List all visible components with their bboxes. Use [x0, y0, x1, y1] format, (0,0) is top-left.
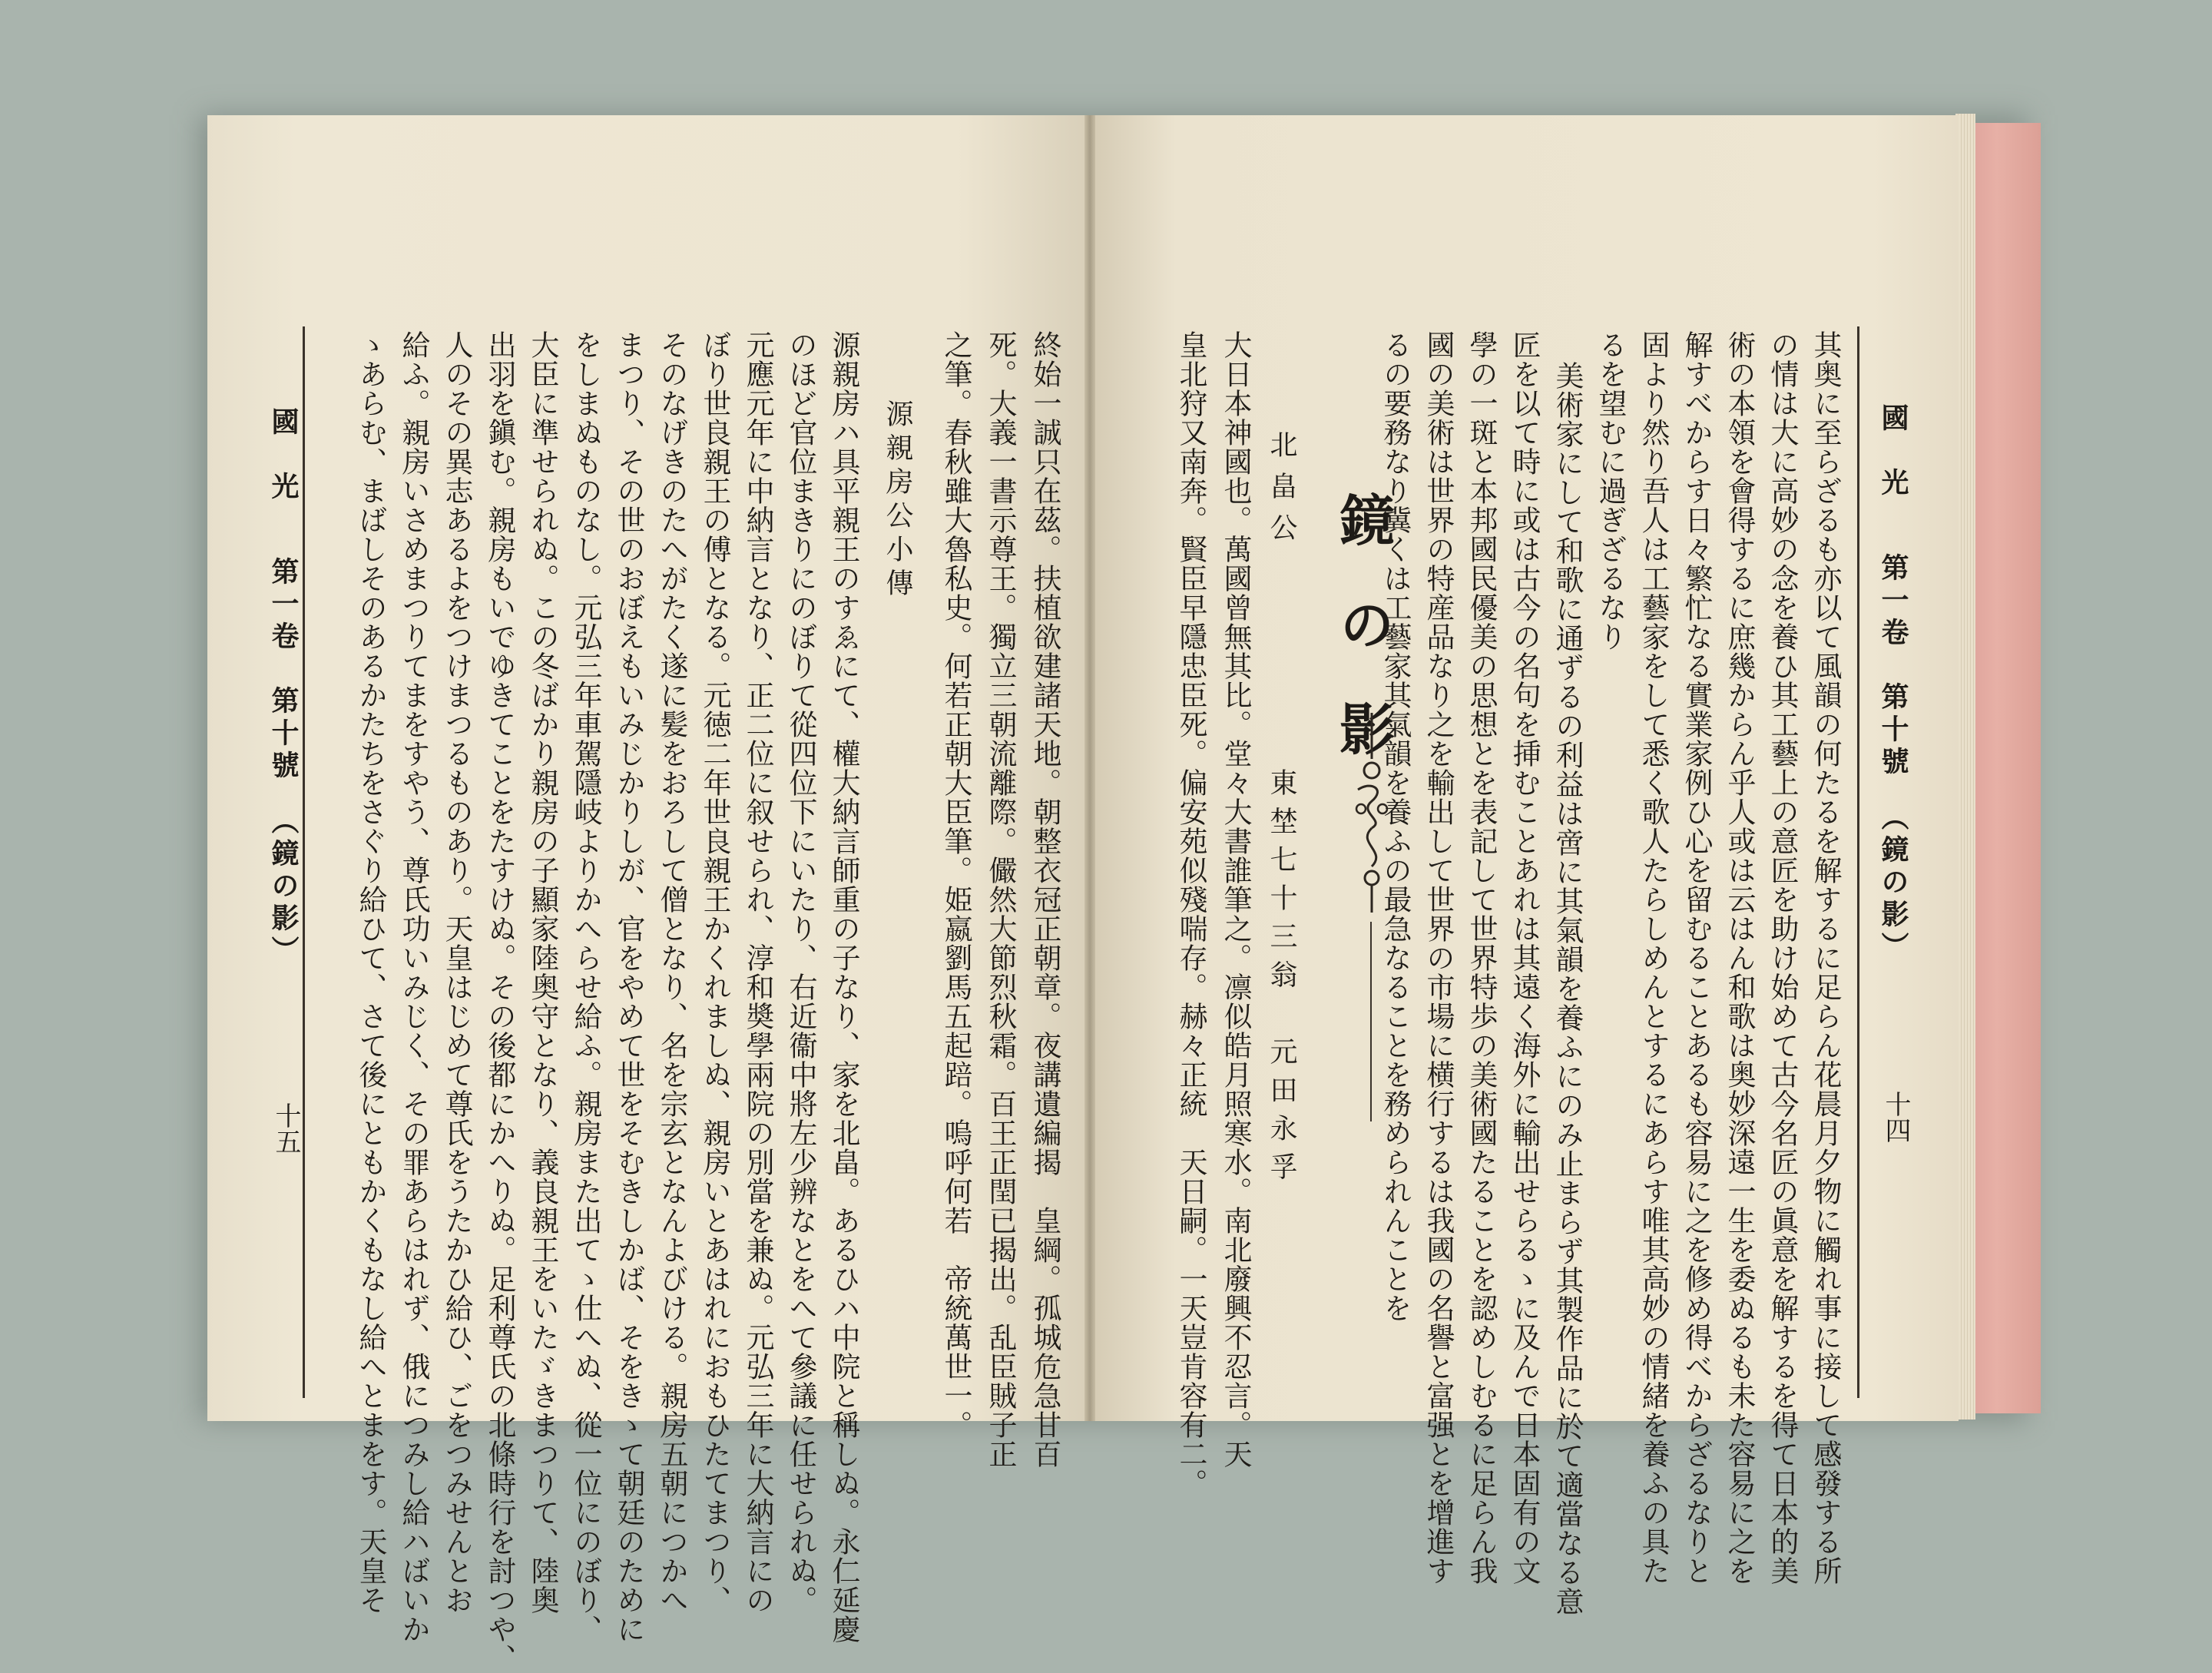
- text-column: ぼり世良親王の傅となる。元徳二年世良親王かくれましぬ、親房いとあはれにおもひたてまつり、: [698, 330, 731, 1615]
- running-header-magazine-right: 國 光: [1877, 403, 1909, 500]
- page-number-left: 十五: [270, 1102, 301, 1155]
- text-column: 元應元年に中納言となり、正二位に叙せられ、淳和奬學兩院の別當を兼ぬ。元弘三年に大納言にの: [741, 330, 774, 1615]
- text-column: 學の一斑と本邦國民優美の思想とを表記して世界特歩の美術國たることを認めしむるに足らん我: [1465, 330, 1498, 1585]
- text-column: のほど官位まきりにのぼりて從四位下にいたり、右近衞中將左少辨なとをへて參議に任せられぬ。: [784, 330, 817, 1615]
- poem-line: 皇北狩又南奔。賢臣早隱忠臣死。偏安苑似殘喘存。赫々正統 天日嗣。一天豈肯容有二。: [1174, 330, 1207, 1498]
- text-column: 解すべからす日々繁忙なる實業家例ひ心を留むることあるも容易に之を修め得べからざるなりと: [1680, 330, 1713, 1585]
- running-header-magazine-left: 國 光: [267, 407, 300, 504]
- text-column: 固より然り吾人は工藝家をして悉く歌人たらしめんとするにあらす唯其高妙の情緒を養ふの具た: [1637, 330, 1670, 1585]
- text-column: ゝあらむ、まばしそのあるかたちをさぐり給ひて、さて後にともかくもなし給へとまをす。天皇そ: [354, 330, 387, 1615]
- text-column: 源親房ハ具平親王のすゑにて、權大納言師重の子なり、家を北畠。あるひハ中院と稱しぬ。永仁延慶: [827, 330, 860, 1644]
- text-column: まつり、その世のおぼえもいみじかりしが、官をやめて世をそむきしかば、そをきゝて朝廷のために: [612, 330, 645, 1644]
- text-column: そのなげきのたへがたく遂に髪をおろして僧となり、名を宗玄となんよびける。親房五朝につかへ: [655, 330, 688, 1615]
- poem-line: 之筆。春秋雖大魯私史。何若正朝大臣筆。姫嬴劉馬五起踣。嗚呼何若 帝統萬世一。: [939, 330, 972, 1439]
- running-header-section-left: （鏡の影）: [267, 807, 300, 968]
- text-column: 術の本領を會得するに庶幾からん乎人或は云はん和歌は奥妙深遠一生を委ぬるも未た容易に之を: [1723, 330, 1756, 1585]
- section-title: 源親房公小傳: [882, 399, 913, 602]
- text-column: 出羽を鎭む。親房もいでゆきてことをたすけぬ。その後都にかへりぬ。足利尊氏の北條時行を討つや、: [483, 330, 516, 1673]
- text-column: るを望むに過ぎざるなり: [1594, 330, 1627, 651]
- poem-title: 北畠公: [1266, 430, 1297, 555]
- book-gutter: [1084, 115, 1095, 1421]
- text-column: 人のその異志あるよをつけまつるものあり。天皇はじめて尊氏をうたかひ給ひ、ごをつみせんとお: [440, 330, 473, 1615]
- poem-line: 終始一誠只在茲。扶植欲建諸天地。朝整衣冠正朝章。夜講遺編揭 皇綱。孤城危急甘百: [1028, 330, 1061, 1469]
- text-column: 匠を以て時に或は古今の名句を挿むことあれは其遠く海外に輸出せらるゝに及んで日本固有の文: [1508, 330, 1541, 1585]
- text-column: 其奥に至らざるも亦以て風韻の何たるを解するに足らん花晨月夕物に觸れ事に接して感發する所: [1809, 330, 1842, 1585]
- flourish-ornament: [1349, 713, 1395, 913]
- text-column: をしまぬものなし。元弘三年車駕隱岐よりかへらせ給ふ。親房また出てゝ仕へぬ、從一位にのぼり、: [569, 330, 602, 1644]
- text-column: 美術家にして和歌に通ずるの利益は啻に其氣韻を養ふにのみ止まらず其製作品に於て適當なる意: [1551, 361, 1584, 1616]
- text-column: 國の美術は世界の特産品なり之を輸出して世界の市場に横行するは我國の名譽と富强とを增進す: [1422, 330, 1455, 1585]
- running-header-volume-left: 第一卷 第十號: [267, 557, 300, 783]
- pink-cover-edge: [1966, 123, 2041, 1413]
- text-column: るの要務なり冀くは工藝家其氣韻を養ふの最急なることを務められんことを: [1379, 330, 1412, 1323]
- poem-line: 死。大義一書示尊王。獨立三朝流離際。儼然大節烈秋霜。百王正閏已揭出。乱臣賊子正: [984, 330, 1017, 1469]
- text-column: の情は大に高妙の念を養ひ其工藝上の意匠を助け始めて古今名匠の眞意を解するを得て日本的美: [1766, 330, 1799, 1585]
- text-column: 大臣に準せられぬ。この冬ばかり親房の子顯家陸奥守となり、義良親王をいたゞきまつりて、陸奥: [526, 330, 559, 1615]
- page-number-right: 十四: [1880, 1091, 1911, 1143]
- running-header-section-right: （鏡の影）: [1877, 803, 1909, 964]
- article-title: 鏡の影: [1330, 492, 1396, 805]
- divider-rule-right: [1370, 922, 1372, 1121]
- poem-line: 大日本神國也。萬國曾無其比。堂々大書誰筆之。凛似皓月照寒水。南北廢興不忍言。天: [1219, 330, 1252, 1469]
- text-column: 給ふ。親房いさめまつりてまをすやう、尊氏功いみじく、その罪あらはれず、俄につみし給ハばいか: [397, 330, 430, 1644]
- header-rule-right: [1857, 326, 1859, 1398]
- running-header-volume-right: 第一卷 第十號: [1877, 553, 1909, 779]
- poem-author: 東埜七十三翁 元田永孚: [1266, 768, 1297, 1191]
